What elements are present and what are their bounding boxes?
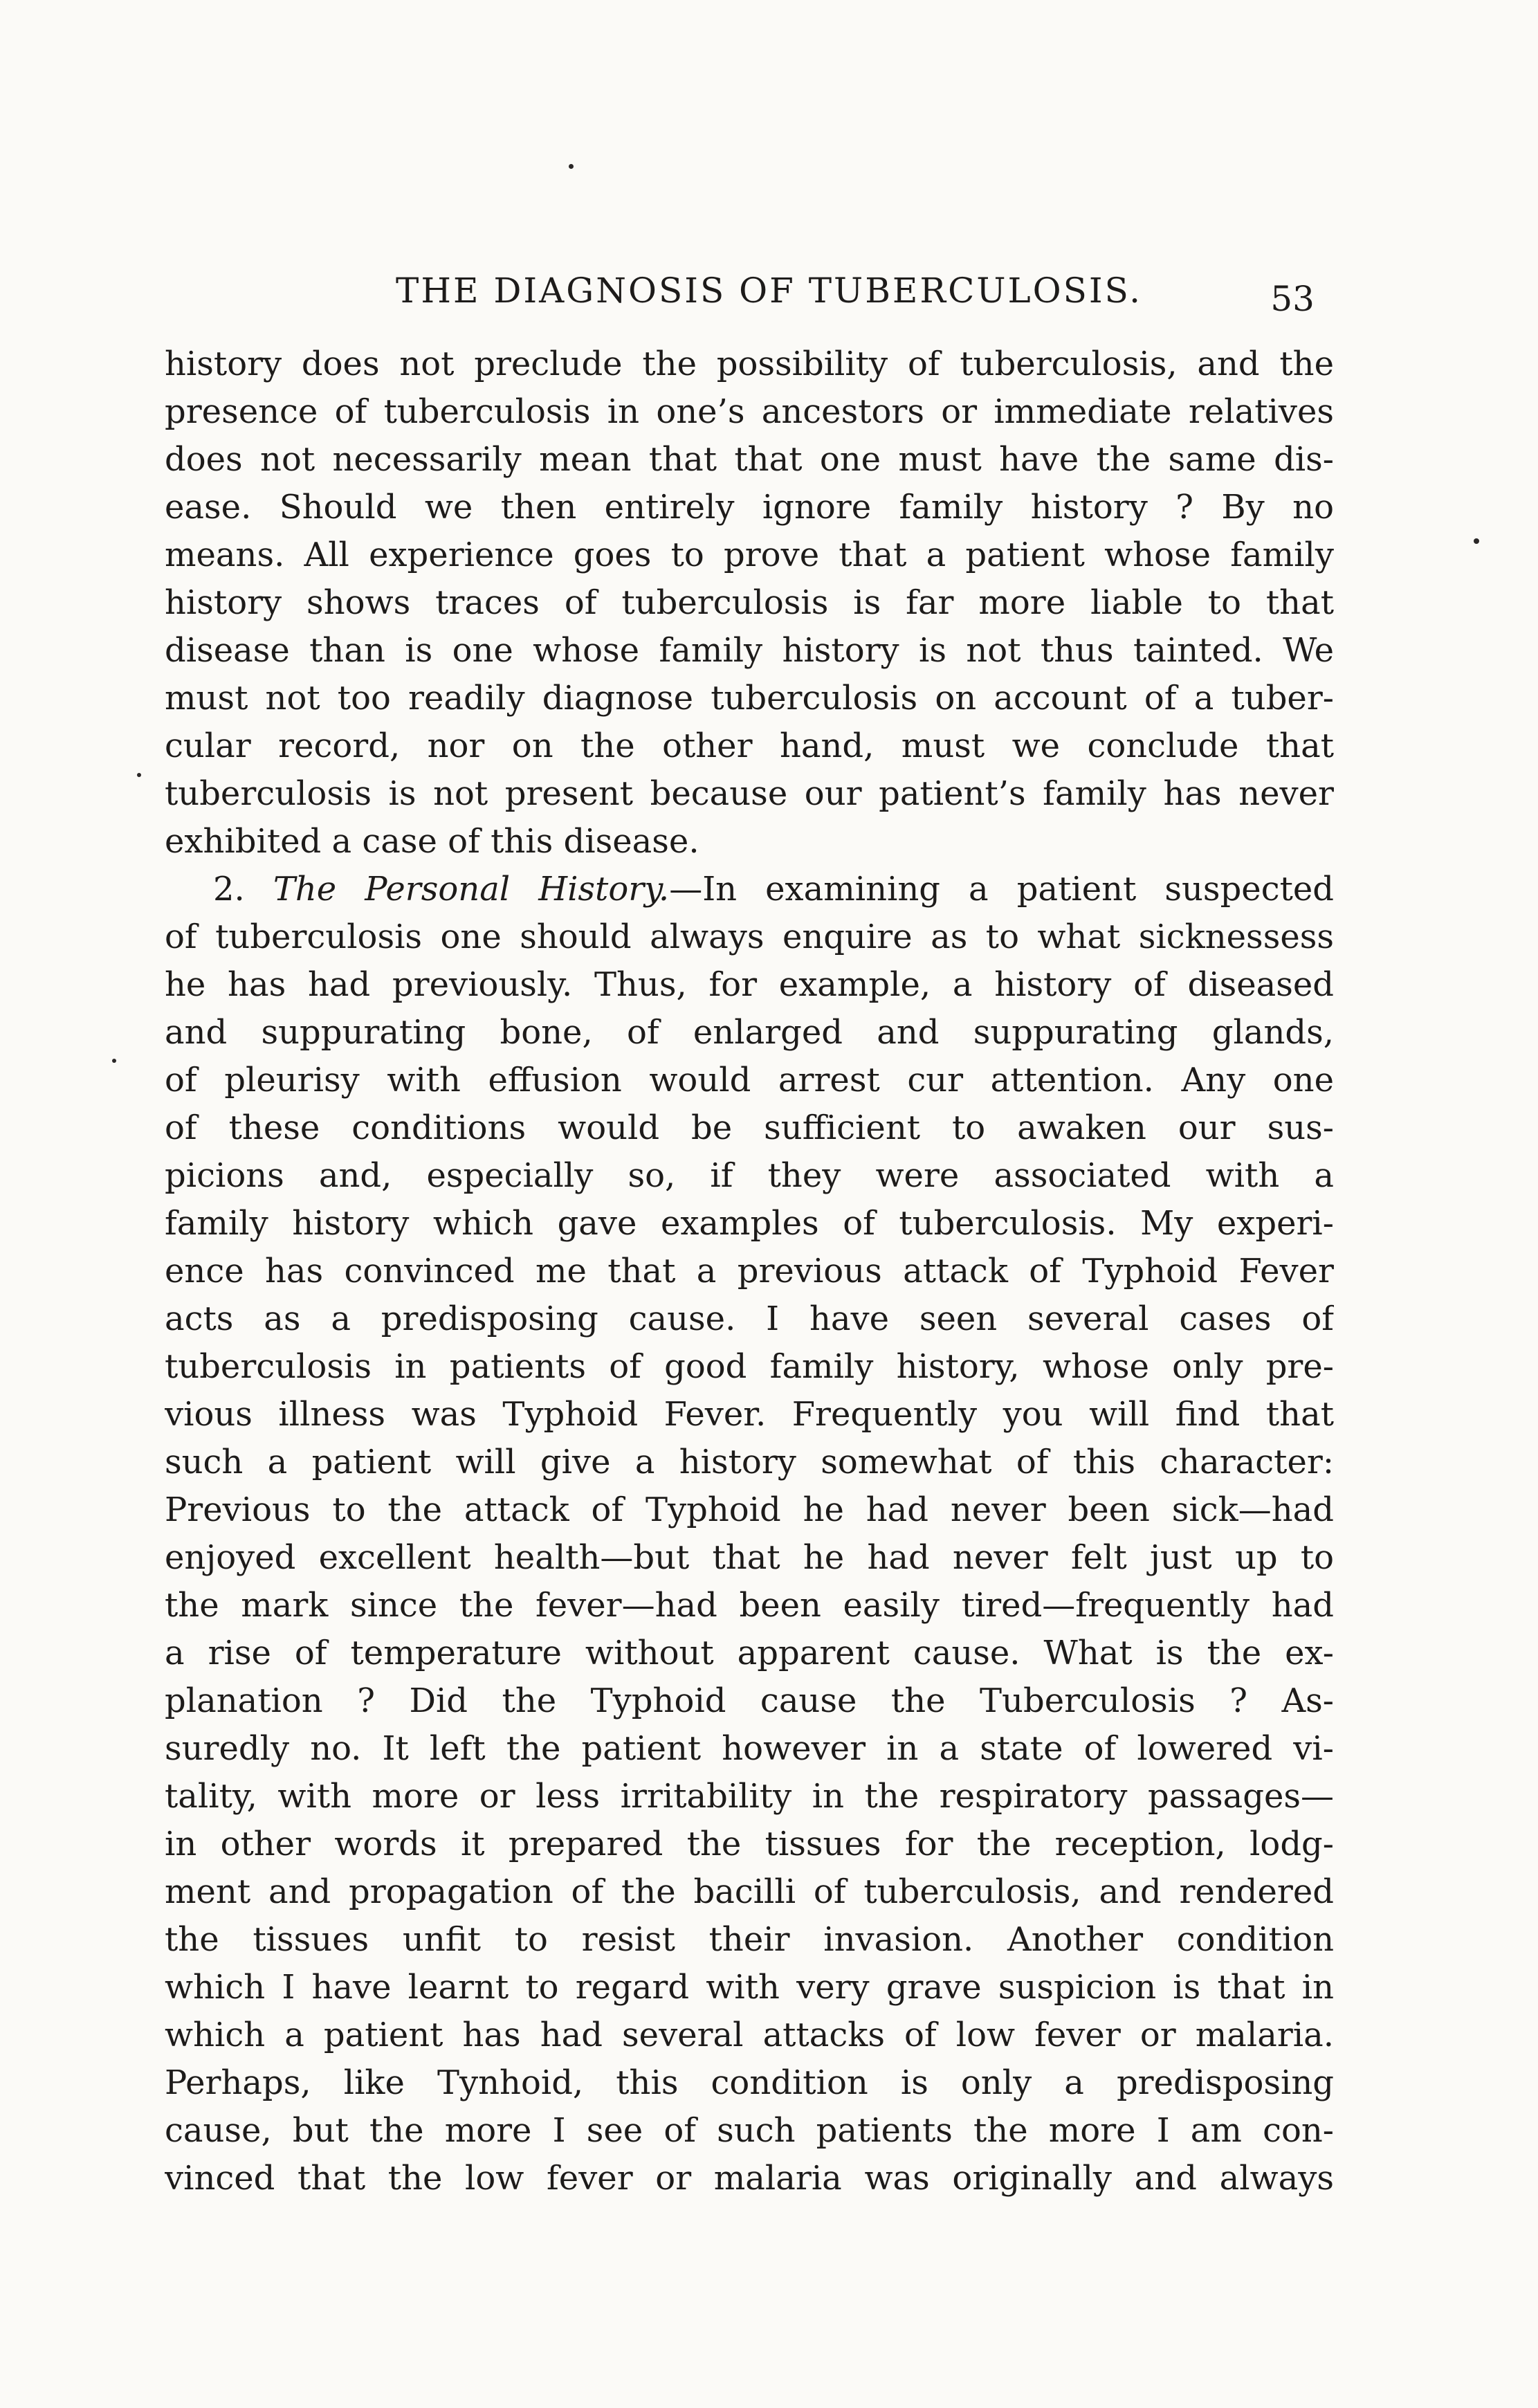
text-line: family history which gave examples of tuberculosis. My experi-	[165, 1204, 1334, 1243]
ink-speck	[569, 164, 574, 169]
text-line: suredly no. It left the patient however in a state of lowered vi-	[165, 1729, 1334, 1768]
text-line: the mark since the fever—had been easily tired—frequently had	[165, 1586, 1334, 1625]
text-line: a rise of temperature without apparent cause. What is the ex-	[165, 1634, 1334, 1672]
text-line: in other words it prepared the tissues for the reception, lodg-	[165, 1825, 1334, 1863]
text-line: vious illness was Typhoid Fever. Frequently you will find that	[165, 1395, 1334, 1434]
text-line: which a patient has had several attacks of low fever or malaria.	[165, 2016, 1334, 2054]
text-line: tuberculosis in patients of good family history, whose only pre-	[165, 1347, 1334, 1386]
section-number: 2.	[213, 870, 245, 909]
text-line: enjoyed excellent health—but that he had never felt just up to	[165, 1538, 1334, 1577]
text-line: Perhaps, like Tynhoid, this condition is only a predisposing	[165, 2063, 1334, 2102]
running-title: THE DIAGNOSIS OF TUBERCULOSIS.	[396, 271, 1143, 311]
text-run: —In examining a patient suspected	[669, 870, 1334, 909]
text-line: tuberculosis is not present because our patient’s family has never	[165, 774, 1334, 813]
text-line: tality, with more or less irritability in the respiratory passages—	[165, 1777, 1334, 1816]
text-line: ence has convinced me that a previous attack of Typhoid Fever	[165, 1252, 1334, 1290]
paragraph-2	[165, 866, 1334, 2202]
ink-speck	[137, 773, 141, 777]
text-line: must not too readily diagnose tuberculosis on account of a tuber-	[165, 679, 1334, 718]
paragraph-2-first-line	[165, 866, 1334, 913]
text-line: the tissues unfit to resist their invasion. Another condition	[165, 1920, 1334, 1959]
body-text	[165, 340, 1334, 2202]
text-line: of tuberculosis one should always enquire as to what sicknessess	[165, 918, 1334, 956]
text-line: does not necessarily mean that that one must have the same dis-	[165, 440, 1334, 479]
text-line: means. All experience goes to prove that a patient whose family	[165, 536, 1334, 574]
text-line: which I have learnt to regard with very grave suspicion is that in	[165, 1968, 1334, 2007]
text-line: of pleurisy with effusion would arrest cur attention. Any one	[165, 1061, 1334, 1100]
text-line: he has had previously. Thus, for example, a history of diseased	[165, 965, 1334, 1004]
text-line: presence of tuberculosis in one’s ancestors or immediate relatives	[165, 392, 1334, 431]
paragraph-1	[165, 340, 1334, 866]
ink-speck	[1474, 538, 1479, 544]
text-line: such a patient will give a history somewhat of this character:	[165, 1443, 1334, 1481]
section-heading: The Personal History.	[273, 870, 670, 909]
text-line: acts as a predisposing cause. I have seen several cases of	[165, 1299, 1334, 1338]
text-line: ment and propagation of the bacilli of tuberculosis, and rendered	[165, 1872, 1334, 1911]
running-head	[165, 266, 1334, 319]
text-line: cular record, nor on the other hand, must we conclude that	[165, 727, 1334, 765]
text-line: Previous to the attack of Typhoid he had never been sick—had	[165, 1490, 1334, 1529]
page-number: 53	[1270, 279, 1315, 319]
text-line: exhibited a case of this disease.	[165, 822, 699, 861]
text-line: history does not preclude the possibility of tuberculosis, and the	[165, 345, 1334, 383]
text-line: planation ? Did the Typhoid cause the Tuberculosis ? As-	[165, 1681, 1334, 1720]
text-line: ease. Should we then entirely ignore family history ? By no	[165, 488, 1334, 527]
text-line: history shows traces of tuberculosis is far more liable to that	[165, 583, 1334, 622]
text-line: picions and, especially so, if they were associated with a	[165, 1156, 1334, 1195]
text-line: and suppurating bone, of enlarged and suppurating glands,	[165, 1013, 1334, 1052]
text-line: of these conditions would be sufficient to awaken our sus-	[165, 1109, 1334, 1147]
ink-speck	[112, 1059, 116, 1063]
text-line: cause, but the more I see of such patients the more I am con-	[165, 2111, 1334, 2150]
text-line: vinced that the low fever or malaria was originally and always	[165, 2159, 1334, 2198]
text-line: disease than is one whose family history is not thus tainted. We	[165, 631, 1334, 670]
